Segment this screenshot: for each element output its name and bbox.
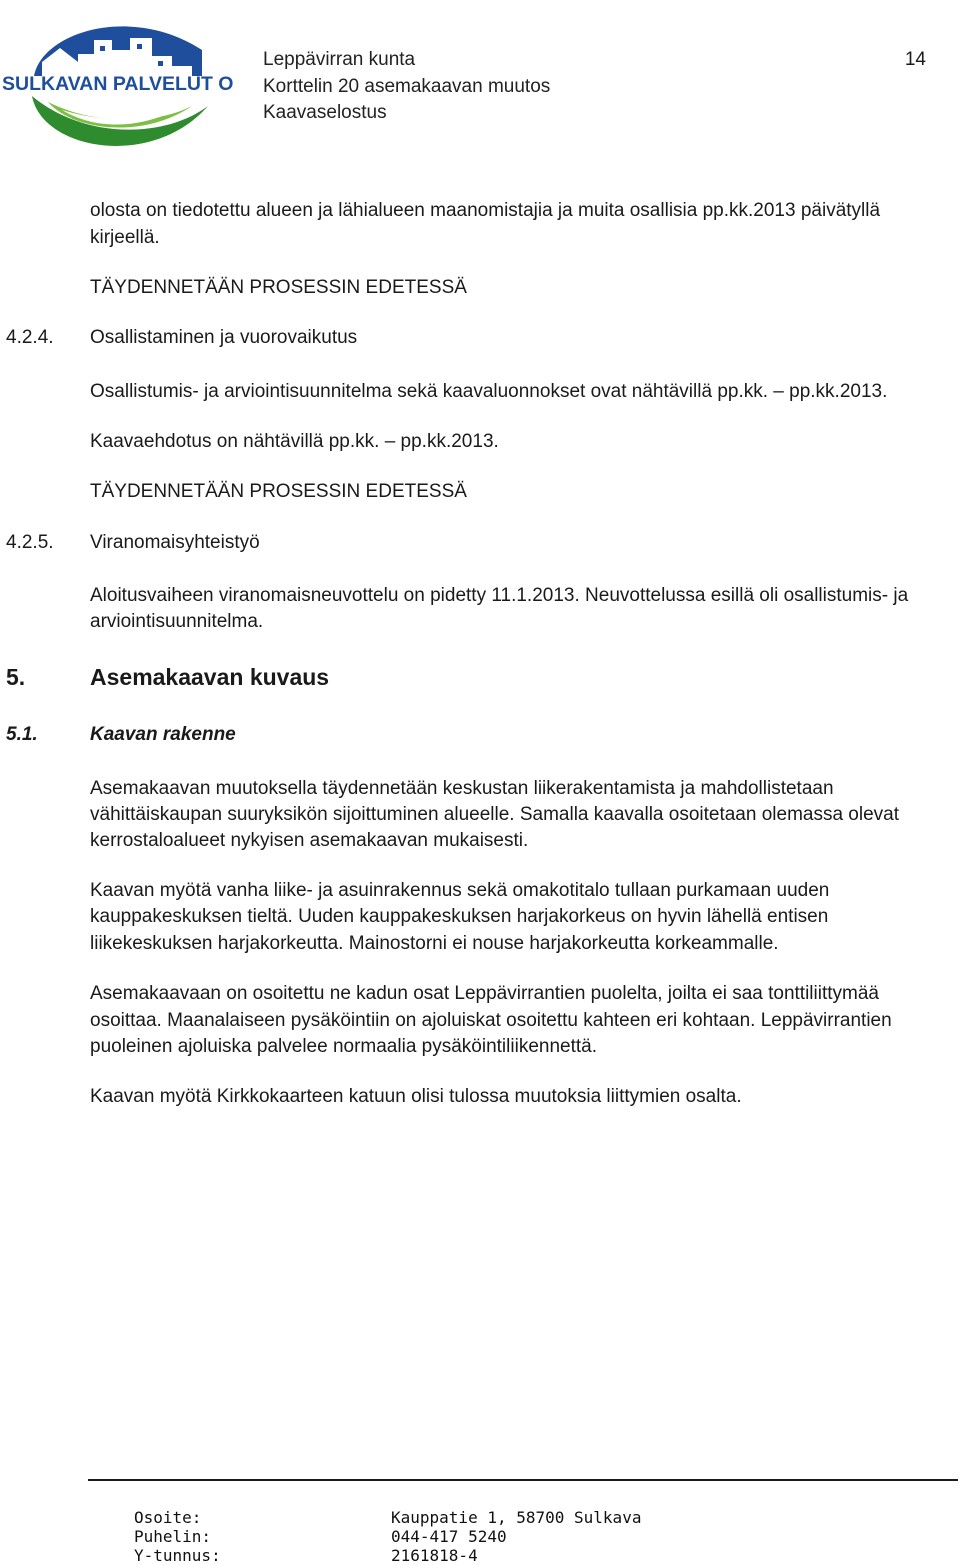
paragraph-line: Kaavaehdotus on nähtävillä pp.kk. – pp.kk.2013. xyxy=(90,431,499,452)
sulkava-houses-logo-icon xyxy=(2,10,234,160)
footer-address-label: Osoite: xyxy=(134,1508,202,1527)
section-number: 4.2.4. xyxy=(6,327,54,348)
paragraph-line: Osallistumis- ja arviointisuunnitelma sekä kaavaluonnokset ovat nähtävillä pp.kk. – pp.kk.2013. xyxy=(90,381,888,402)
footer-id-label: Y-tunnus: xyxy=(134,1546,221,1565)
paragraph-line: osoittaa. Maanalaiseen pysäköintiin on ajoluiskat osoitettu kahteen eri kohtaan. Leppävirrantien xyxy=(90,1010,892,1031)
paragraph-line: liikekeskuksen harjakorkeutta. Mainostorni ei nouse harjakorkeutta korkeammalle. xyxy=(90,933,779,954)
subsection-title: Kaavan rakenne xyxy=(90,724,236,745)
footer-address-value: Kauppatie 1, 58700 Sulkava xyxy=(391,1508,642,1527)
placeholder-note: TÄYDENNETÄÄN PROSESSIN EDETESSÄ xyxy=(90,277,467,298)
footer-id-value: 2161818-4 xyxy=(391,1546,478,1565)
paragraph-line: Kaavan myötä vanha liike- ja asuinrakennus sekä omakotitalo tullaan purkamaan uuden xyxy=(90,880,830,901)
paragraph-line: arviointisuunnitelma. xyxy=(90,611,264,632)
paragraph-line: kerrostaloalueet nykyisen asemakaavan mukaisesti. xyxy=(90,830,529,851)
header-plan-name: Korttelin 20 asemakaavan muutos xyxy=(263,76,551,97)
placeholder-note: TÄYDENNETÄÄN PROSESSIN EDETESSÄ xyxy=(90,481,467,502)
paragraph-line: kauppakeskuksen tieltä. Uuden kauppakeskuksen harjakorkeus on hyvin lähellä entisen xyxy=(90,906,829,927)
section-heading: Osallistaminen ja vuorovaikutus xyxy=(90,327,358,348)
logo-text: SULKAVAN PALVELUT OY xyxy=(2,73,234,95)
section-number: 4.2.5. xyxy=(6,532,54,553)
paragraph-line: Kaavan myötä Kirkkokaarteen katuun olisi tulossa muutoksia liittymien osalta. xyxy=(90,1086,742,1107)
paragraph-line: Aloitusvaiheen viranomaisneuvottelu on pidetty 11.1.2013. Neuvottelussa esillä oli osallistumis- ja xyxy=(90,585,909,606)
section-heading: Viranomaisyhteistyö xyxy=(90,532,260,553)
footer-divider xyxy=(88,1479,958,1481)
paragraph-line: puoleinen ajoluiska palvelee normaalia pysäköintiliikennettä. xyxy=(90,1036,597,1057)
header-doc-type: Kaavaselostus xyxy=(263,102,387,123)
paragraph-line: kirjeellä. xyxy=(90,227,160,248)
chapter-title: Asemakaavan kuvaus xyxy=(90,664,330,690)
footer-phone-label: Puhelin: xyxy=(134,1527,212,1546)
paragraph-line: vähittäiskaupan suuryksikön sijoittuminen alueelle. Samalla kaavalla osoitetaan olemassa olevat xyxy=(90,804,900,825)
paragraph-line: Asemakaavaan on osoitettu ne kadun osat Leppävirrantien puolelta, joilta ei saa tonttiliittymää xyxy=(90,983,879,1004)
header-municipality: Leppävirran kunta xyxy=(263,49,416,70)
subsection-number: 5.1. xyxy=(6,724,38,745)
paragraph-line: olosta on tiedotettu alueen ja lähialueen maanomistajia ja muita osallisia pp.kk.2013 päivätyllä xyxy=(90,200,881,221)
footer-phone-value: 044-417 5240 xyxy=(391,1527,507,1546)
page-number: 14 xyxy=(904,49,926,70)
paragraph-line: Asemakaavan muutoksella täydennetään keskustan liikerakentamista ja mahdollistetaan xyxy=(90,778,834,799)
chapter-number: 5. xyxy=(6,664,26,690)
company-logo xyxy=(2,10,234,160)
